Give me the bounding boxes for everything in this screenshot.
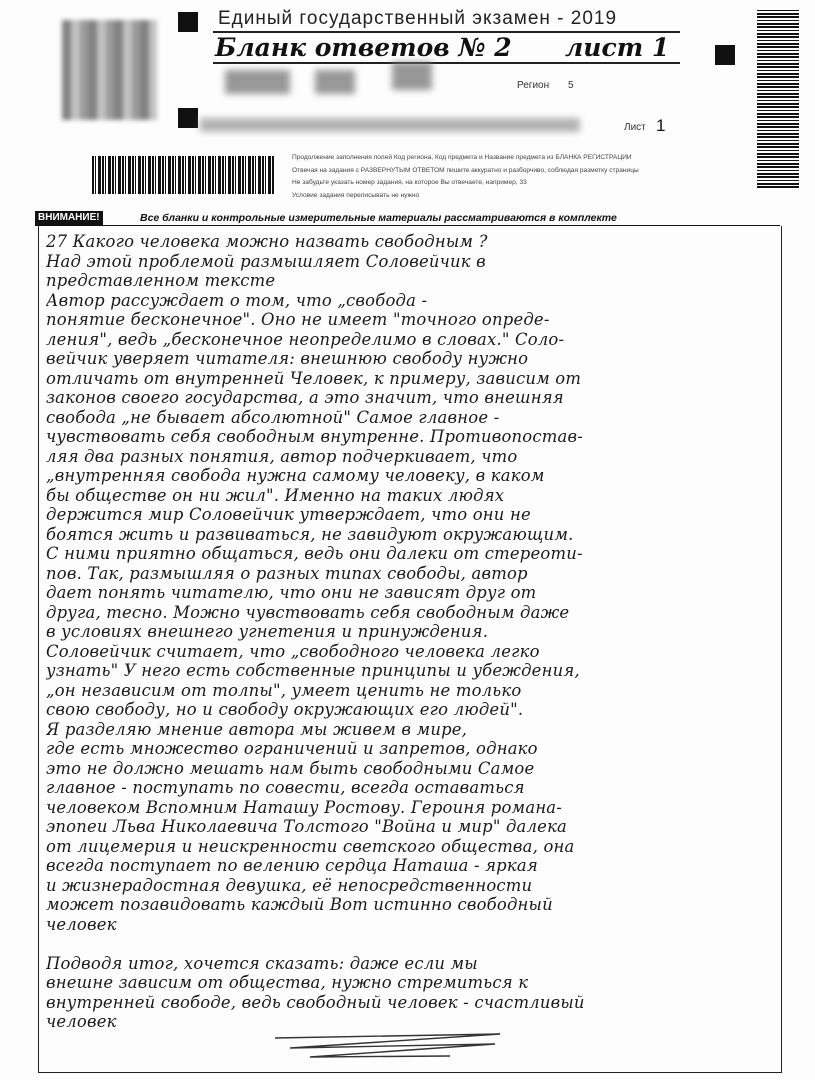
redacted-code-1 [225, 70, 290, 94]
exam-title: Единый государственный экзамен - 2019 [218, 8, 618, 29]
attention-text: Все бланки и контрольные измерительные материалы рассматриваются в комплекте [140, 212, 617, 224]
answer-line: ляя два разных понятия, автор подчеркивает, что [46, 446, 518, 466]
answer-line: ления", ведь „бесконечное неопределимо в словах." Соло- [46, 329, 565, 349]
instruction-line: Отвечая на задания с РАЗВЕРНУТЫМ ОТВЕТОМ пишите аккуратно и разборчиво, соблюдая разметку страницы [292, 166, 639, 174]
instruction-line: Не забудьте указать номер задания, на которое Вы отвечаете, например, 33 [292, 179, 527, 186]
barcode-horizontal [92, 156, 275, 194]
answer-line: законов своего государства, а это значит, что внешняя [46, 388, 564, 407]
registration-marker-left [178, 108, 198, 128]
answer-line: где есть множество ограничений и запретов, однако [46, 739, 538, 758]
answer-line: эпопеи Льва Николаевича Толстого "Война и мир" далека [46, 817, 568, 836]
answer-line: бы обществе он ни жил". Именно на таких людях [46, 485, 505, 505]
answer-line: дает понять читателю, что они не зависят друг от [46, 583, 537, 602]
region-label: Регион [517, 80, 550, 91]
attention-badge: ВНИМАНИЕ! [35, 211, 103, 225]
answer-line: человеком Вспомним Наташу Ростову. Героиня романа- [46, 797, 563, 817]
answer-line: „он независим от толпы", умеет ценить не только [46, 680, 522, 700]
end-of-answer-zigzag [270, 1030, 510, 1060]
header-rule-bottom [213, 62, 680, 64]
answer-line: свобода „не бывает абсолютной" Самое главное - [46, 407, 500, 427]
answer-line: от лицемерия и неискренности светского общества, она [46, 836, 575, 856]
answer-line: чувствовать себя свободным внутренне. Противопостав- [46, 427, 583, 446]
instruction-line: Условие задания переписывать не нужно [292, 191, 420, 199]
answer-line: свою свободу, но и свободу окружающих его людей". [46, 700, 524, 719]
answer-line: представленном тексте [46, 271, 276, 290]
answer-line: Подводя итог, хочется сказать: даже если мы [46, 953, 478, 973]
answer-line: пов. Так, размышляя о разных типах свободы, автор [46, 563, 528, 583]
redacted-code-3 [392, 62, 432, 90]
answer-line: внешне зависим от общества, нужно стремиться к [46, 973, 529, 992]
registration-marker-top [178, 12, 198, 32]
sheet-title: лист 1 [565, 33, 670, 62]
answer-line: человек [46, 1012, 117, 1031]
answer-line: С ними приятно общаться, ведь они далеки от стереоти- [46, 544, 583, 563]
answer-line: внутренней свободе, ведь свободный человек - счастливый [46, 992, 585, 1012]
answer-line: это не должно мешать нам быть свободными Самое [46, 758, 535, 778]
answer-line: Над этой проблемой размышляет Соловейчик в [46, 251, 486, 271]
barcode-vertical [757, 8, 799, 188]
sheet-label: Лист [624, 122, 646, 133]
answer-line: главное - поступать по совести, всегда оставаться [46, 778, 525, 797]
answer-line: понятие бесконечное". Оно не имеет "точного опреде- [46, 310, 550, 329]
instructions [292, 152, 747, 202]
answer-line: человек [46, 914, 117, 934]
attention-bar [35, 211, 780, 226]
answer-line: „внутренняя свобода нужна самому человеку, в каком [46, 466, 545, 485]
answer-line: боятся жить и развиваться, не завидуют окружающим. [46, 524, 574, 544]
answer-line: в условиях внешнего угнетения и принуждения. [46, 622, 489, 641]
form-title: Бланк ответов № 2 [215, 33, 512, 62]
answer-line: Я разделяю мнение автора мы живем в мире, [46, 719, 468, 739]
redacted-code-4 [200, 118, 580, 132]
answer-line [46, 934, 776, 954]
answer-line: и жизнерадостная девушка, её непосредственности [46, 875, 533, 895]
region-value: 5 [568, 80, 574, 91]
registration-marker-right [715, 45, 735, 65]
instruction-line: Продолжение заполнения полей Код региона, Код предмета и Название предмета из БЛАНКА РЕГИСТРАЦИИ [292, 154, 632, 161]
answer-line: всегда поступает по велению сердца Наташа - яркая [46, 856, 538, 875]
answer-line: Соловейчик считает, что „свободного человека легко [46, 641, 540, 661]
redacted-code-2 [315, 70, 355, 94]
answer-line: 27 Какого человека можно назвать свободным ? [46, 232, 488, 251]
answer-line: может позавидовать каждый Вот истинно свободный [46, 895, 553, 914]
sheet-number: 1 [656, 116, 666, 135]
answer-line: вейчик уверяет читателя: внешнюю свободу нужно [46, 349, 529, 368]
answer-line: отличать от внутренней Человек, к примеру, зависим от [46, 368, 582, 388]
answer-line: Автор рассуждает о том, что „свобода - [46, 290, 428, 310]
answer-line: держится мир Соловейчик утверждает, что они не [46, 505, 531, 524]
answer-line: узнать" У него есть собственные принципы и убеждения, [46, 661, 580, 680]
qr-code-blurred [62, 20, 157, 120]
answer-line: друга, тесно. Можно чувствовать себя свободным даже [46, 602, 570, 622]
